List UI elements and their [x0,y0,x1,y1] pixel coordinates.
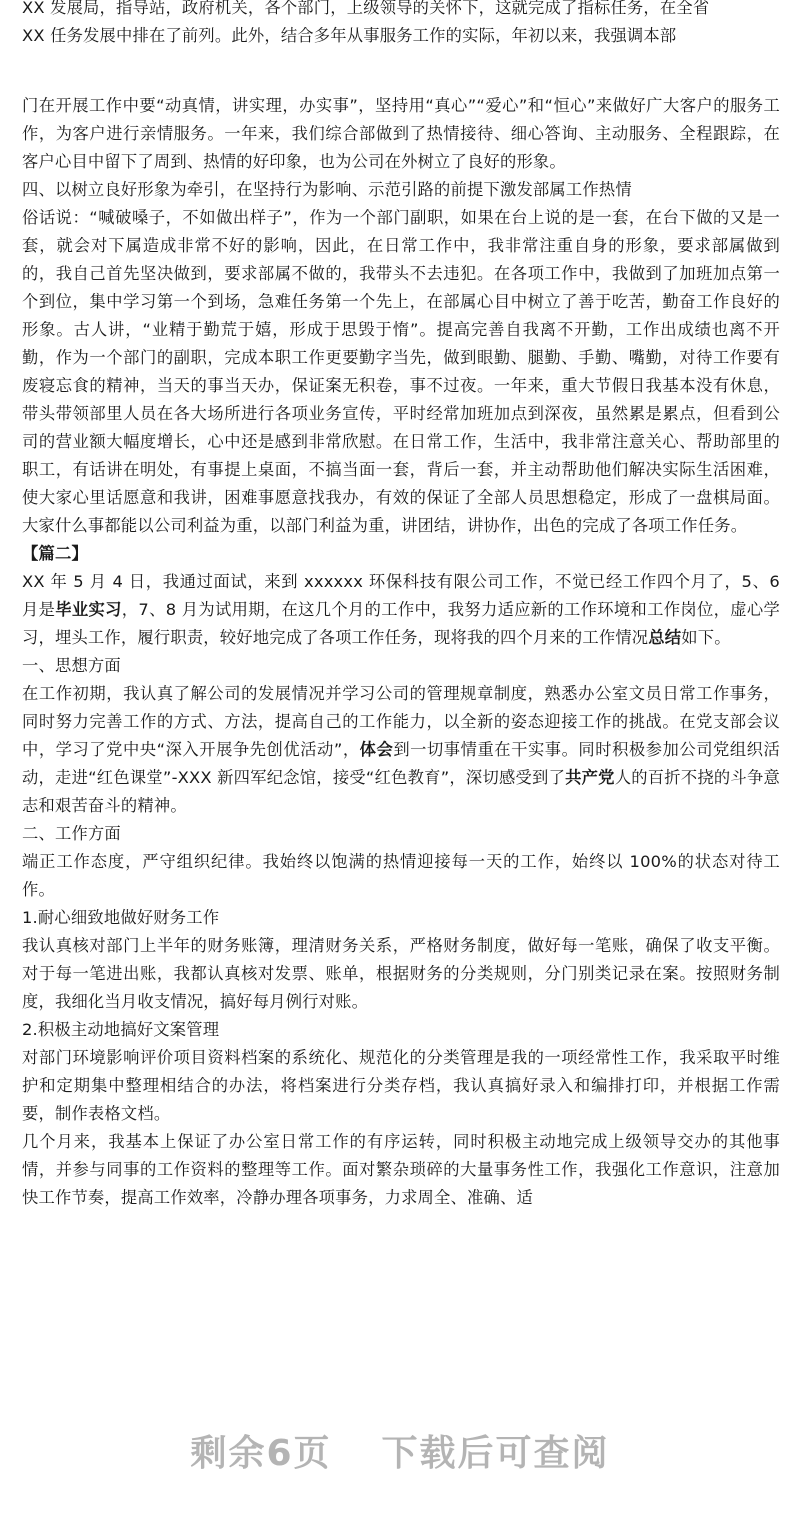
remaining-pages-text[interactable]: 剩余6页 [190,1432,332,1474]
paragraph-finance: 我认真核对部门上半年的财务账簿，理清财务关系，严格财务制度，做好每一笔账，确保了收支平衡。对于每一笔进出账，我都认真核对发票、账单，根据财务的分类规则，分门别类记录在案。按照财务制度，我细化当月收支情况，搞好每月例行对账。 [22,936,780,1011]
heading-work: 二、工作方面 [22,824,121,843]
top-fragment [22,0,780,50]
subheading-finance: 1.耐心细致地做好财务工作 [22,908,220,927]
part-two-intro: XX 年 5 月 4 日，我通过面试，来到 xxxxxx 环保科技有限公司工作，不觉已经工作四个月了，5、6 月是毕业实习，7、8 月为试用期，在这几个月的工作中，我努力适应新的工作环境和工作岗位，虚心学习，埋头工作，履行职责，较好地完成了各项工作任务，现将我的四个月来的工作情况总结如下。 [22,572,780,647]
paragraph-work-intro: 端正工作态度，严守组织纪律。我始终以饱满的热情迎接每一天的工作，始终以 100%的状态对待工作。 [22,852,780,899]
paragraph-closing: 几个月来，我基本上保证了办公室日常工作的有序运转，同时积极主动地完成上级领导交办的其他事情，并参与同事的工作资料的整理等工作。面对繁杂琐碎的大量事务性工作，我强化工作意识，注意加快工作节奏，提高工作效率，冷静办理各项事务，力求周全、准确、适 [22,1132,780,1207]
part-two-label: 【篇二】 [22,544,88,563]
top-line-1: XX 发展局，指导站，政府机关，各个部门，上级领导的关怀下，这就完成了指标任务，在全省 [22,0,710,17]
heading-thought: 一、思想方面 [22,656,121,675]
download-to-read-text[interactable]: 下载后可查阅 [381,1432,610,1474]
main-text [22,92,780,1212]
paragraph-service: 门在开展工作中要“动真情，讲实理，办实事”，坚持用“真心”“爱心”和“恒心”来做好广大客户的服务工作，为客户进行亲情服务。一年来，我们综合部做到了热情接待、细心答询、主动服务、全程跟踪，在客户心目中留下了周到、热情的好印象，也为公司在外树立了良好的形象。 [22,96,780,171]
subheading-documents: 2.积极主动地搞好文案管理 [22,1020,220,1039]
paragraph-thought: 在工作初期，我认真了解公司的发展情况并学习公司的管理规章制度，熟悉办公室文员日常工作事务，同时努力完善工作的方式、方法，提高自己的工作能力，以全新的姿态迎接工作的挑战。在党支部会议中，学习了党中央“深入开展争先创优活动”，体会到一切事情重在干实事。同时积极参加公司党组织活动，走进“红色课堂”-XXX 新四军纪念馆，接受“红色教育”，深切感受到了共产党人的百折不挠的斗争意志和艰苦奋斗的精神。 [22,684,780,815]
download-prompt[interactable] [0,1415,800,1485]
paragraph-documents: 对部门环境影响评价项目资料档案的系统化、规范化的分类管理是我的一项经常性工作，我采取平时维护和定期集中整理相结合的办法，将档案进行分类存档，我认真搞好录入和编排打印，并根据工作需要，制作表格文档。 [22,1048,780,1123]
heading-four: 四、以树立良好形象为牵引，在坚持行为影响、示范引路的前提下激发部属工作热情 [22,180,632,199]
top-line-2: XX 任务发展中排在了前列。此外，结合多年从事服务工作的实际，年初以来，我强调本部 [22,26,677,45]
paragraph-example: 俗话说：“喊破嗓子，不如做出样子”，作为一个部门副职，如果在台上说的是一套，在台下做的又是一套，就会对下属造成非常不好的影响，因此，在日常工作中，我非常注重自身的形象，要求部属做到的，我自己首先坚决做到，要求部属不做的，我带头不去违犯。在各项工作中，我做到了加班加点第一个到位，集中学习第一个到场，急难任务第一个先上，在部属心目中树立了善于吃苦，勤奋工作良好的形象。古人讲，“业精于勤荒于嬉，形成于思毁于惰”。提高完善自我离不开勤，工作出成绩也离不开勤，作为一个部门的副职，完成本职工作更要勤字当先，做到眼勤、腿勤、手勤、嘴勤，对待工作要有废寝忘食的精神，当天的事当天办，保证案无积卷，事不过夜。一年来，重大节假日我基本没有休息，带头带领部里人员在各大场所进行各项业务宣传，平时经常加班加点到深夜，虽然累是累点，但看到公司的营业额大幅度增长，心中还是感到非常欣慰。在日常工作，生活中，我非常注意关心、帮助部里的职工，有话讲在明处，有事提上桌面，不搞当面一套，背后一套，并主动帮助他们解决实际生活困难，使大家心里话愿意和我讲，困难事愿意找我办，有效的保证了全部人员思想稳定，形成了一盘棋局面。大家什么事都能以公司利益为重，以部门利益为重，讲团结，讲协作，出色的完成了各项工作任务。 [22,208,780,535]
